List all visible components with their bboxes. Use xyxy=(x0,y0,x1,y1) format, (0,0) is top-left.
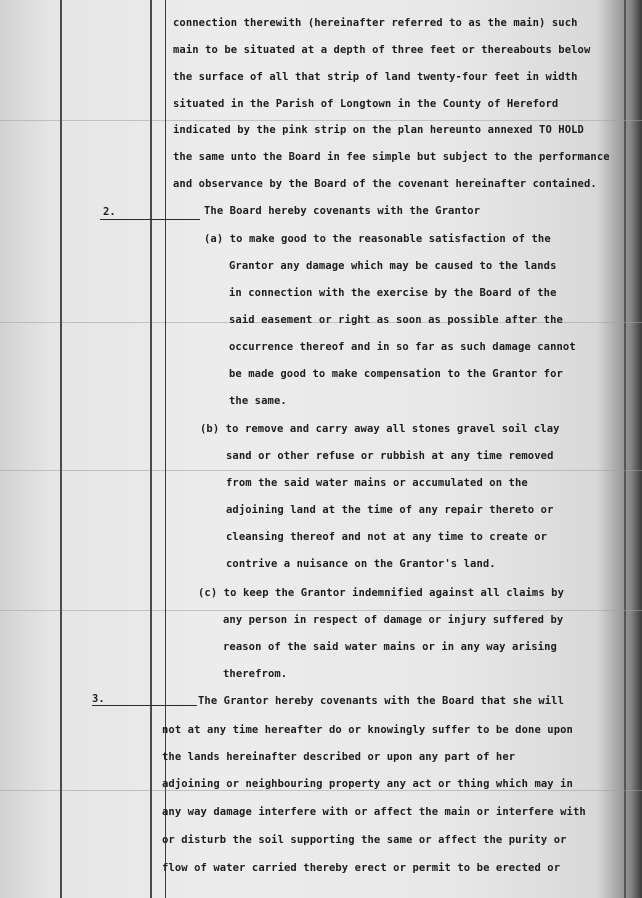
text-line: not at any time hereafter do or knowingly suffer to be done upon xyxy=(162,724,573,736)
left-margin-line xyxy=(150,0,152,898)
ruled-line xyxy=(0,610,642,611)
text-line: adjoining land at the time of any repair thereto or xyxy=(226,504,554,516)
text-line: main to be situated at a depth of three feet or thereabouts below xyxy=(173,44,591,56)
clause-number: 3. xyxy=(92,693,105,705)
left-margin-line xyxy=(60,0,62,898)
text-line: the same. xyxy=(229,395,287,407)
text-line: The Board hereby covenants with the Grantor xyxy=(204,205,481,217)
text-line: be made good to make compensation to the Grantor for xyxy=(229,368,563,380)
text-line: The Grantor hereby covenants with the Board that she will xyxy=(198,695,565,707)
paper-shadow xyxy=(630,0,642,898)
text-line: adjoining or neighbouring property any act or thing which may in xyxy=(162,778,573,790)
text-line: any person in respect of damage or injury suffered by xyxy=(223,614,564,626)
text-margin-line xyxy=(165,0,166,898)
clause-number: 2. xyxy=(103,206,116,218)
text-line: in connection with the exercise by the Board of the xyxy=(229,287,557,299)
text-line: from the said water mains or accumulated on the xyxy=(226,477,528,489)
text-line: or disturb the soil supporting the same or affect the purity or xyxy=(162,834,567,846)
text-line: the surface of all that strip of land twenty-four feet in width xyxy=(173,71,578,83)
text-line: flow of water carried thereby erect or permit to be erected or xyxy=(162,862,561,874)
clause-rule xyxy=(92,705,197,706)
text-line: Grantor any damage which may be caused to the lands xyxy=(229,260,557,272)
text-line: sand or other refuse or rubbish at any time removed xyxy=(226,450,554,462)
text-line: any way damage interfere with or affect the main or interfere with xyxy=(162,806,586,818)
text-line: situated in the Parish of Longtown in the County of Hereford xyxy=(173,98,559,110)
text-line: connection therewith (hereinafter referred to as the main) such xyxy=(173,17,578,29)
text-line: (b) to remove and carry away all stones gravel soil clay xyxy=(200,423,560,435)
text-line: reason of the said water mains or in any way arising xyxy=(223,641,557,653)
text-line: said easement or right as soon as possible after the xyxy=(229,314,563,326)
ruled-line xyxy=(0,120,642,121)
text-line: cleansing thereof and not at any time to create or xyxy=(226,531,548,543)
text-line: therefrom. xyxy=(223,668,288,680)
text-line: (a) to make good to the reasonable satisfaction of the xyxy=(204,233,551,245)
text-line: the lands hereinafter described or upon any part of her xyxy=(162,751,516,763)
paper-crease xyxy=(624,0,626,898)
text-line: and observance by the Board of the covenant hereinafter contained. xyxy=(173,178,597,190)
text-line: the same unto the Board in fee simple but subject to the performance xyxy=(173,151,610,163)
ruled-line xyxy=(0,790,642,791)
clause-rule xyxy=(100,219,200,220)
text-line: indicated by the pink strip on the plan hereunto annexed TO HOLD xyxy=(173,124,584,136)
text-line: contrive a nuisance on the Grantor's land. xyxy=(226,558,496,570)
text-line: occurrence thereof and in so far as such damage cannot xyxy=(229,341,576,353)
text-line: (c) to keep the Grantor indemnified against all claims by xyxy=(198,587,565,599)
ruled-line xyxy=(0,470,642,471)
